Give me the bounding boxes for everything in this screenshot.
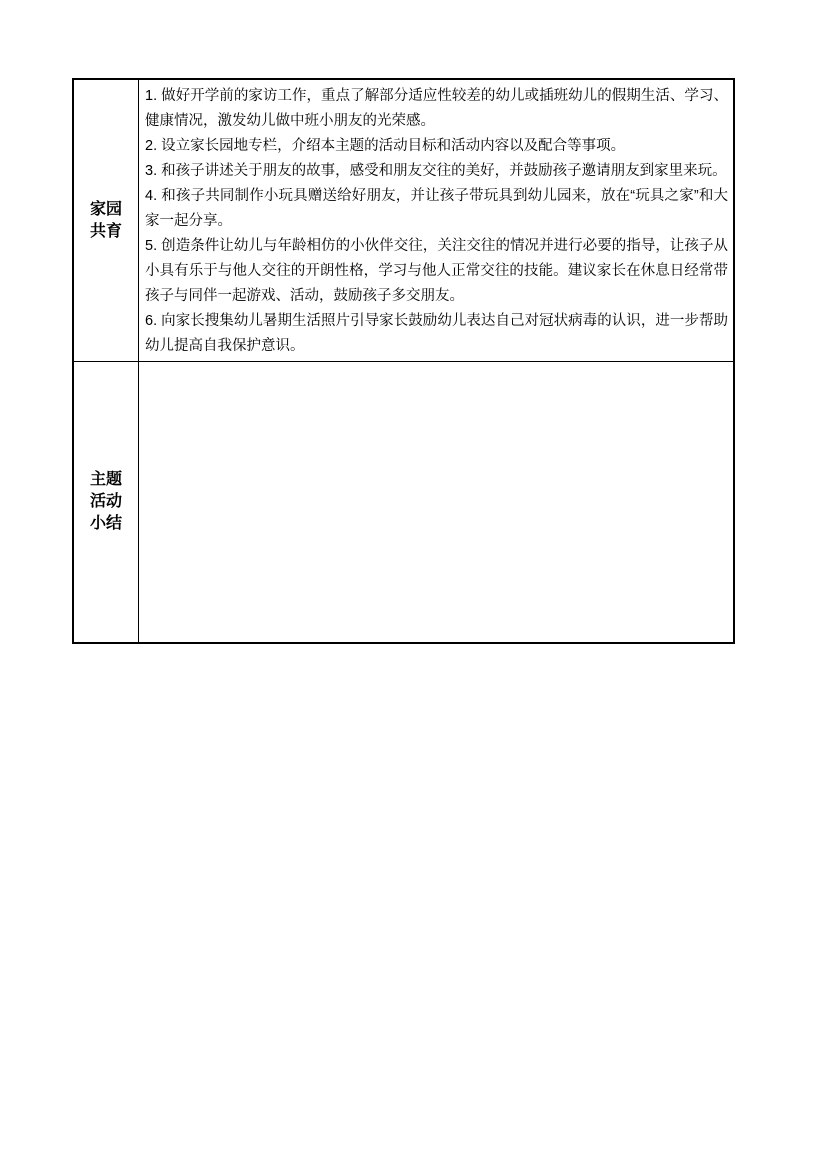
list-item: 3. 和孩子讲述关于朋友的故事，感受和朋友交往的美好，并鼓励孩子邀请朋友到家里来玩。 (145, 163, 727, 179)
table-row (73, 362, 734, 643)
list-item: 5. 创造条件让幼儿与年龄相仿的小伙伴交往，关注交往的情况并进行必要的指导，让孩子从小具有乐于与他人交往的开朗性格，学习与他人正常交往的技能。建议家长在休息日经常带孩子与同伴一起游戏、活动，鼓励孩子多交朋友。 (145, 238, 728, 304)
row-label-line: 主题 (89, 470, 122, 488)
row-header-cell (73, 79, 139, 362)
table-row (73, 79, 734, 362)
row-content-cell (139, 79, 735, 362)
list-item: 6. 向家长搜集幼儿暑期生活照片引导家长鼓励幼儿表达自己对冠状病毒的认识，进一步帮助幼儿提高自我保护意识。 (145, 313, 728, 354)
row-label-line: 共育 (89, 222, 122, 240)
list-item: 4. 和孩子共同制作小玩具赠送给好朋友，并让孩子带玩具到幼儿园来，放在“玩具之家”和大家一起分享。 (145, 188, 728, 229)
row-label-line: 活动 (89, 492, 122, 510)
row-content-cell (139, 362, 735, 643)
list-item: 2. 设立家长园地专栏，介绍本主题的活动目标和活动内容以及配合等事项。 (145, 138, 626, 154)
list-item: 1. 做好开学前的家访工作，重点了解部分适应性较差的幼儿或插班幼儿的假期生活、学习、健康情况，激发幼儿做中班小朋友的光荣感。 (145, 88, 728, 129)
table-body (73, 79, 734, 643)
row-header-cell (73, 362, 139, 643)
home-school-plan-table (72, 78, 735, 644)
row-label-line: 小结 (89, 514, 122, 532)
row-label-line: 家园 (89, 200, 122, 218)
